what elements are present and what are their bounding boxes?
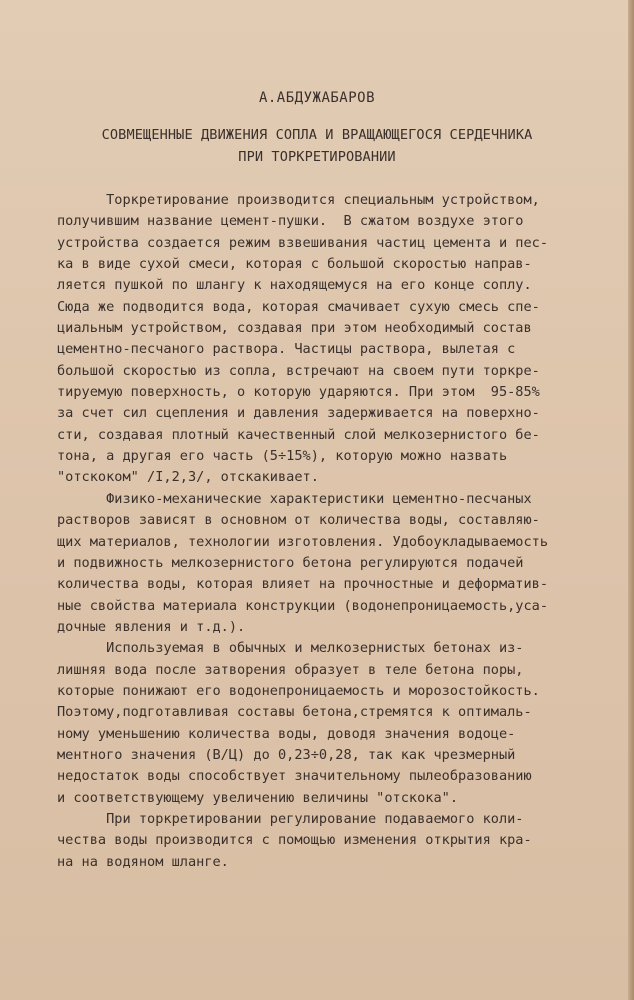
page-edge <box>628 0 634 1000</box>
text-line: чества воды производится с помощью изменения открытия кра- <box>57 832 532 849</box>
text-line: ляется пушкой по шлангу к находящемуся на его конце соплу. <box>57 277 532 294</box>
text-line: "отскоком" /I,2,3/, отскакивает. <box>57 469 319 486</box>
text-line: за счет сил сцепления и давления задерживается на поверхно- <box>57 405 540 422</box>
text-line: устройства создается режим взвешивания частиц цемента и пес- <box>57 234 549 251</box>
text-line: количества воды, которая влияет на прочностные и деформатив- <box>57 576 549 593</box>
text-line: ментного значения (В/Ц) до 0,23÷0,28, так как чрезмерный <box>57 746 516 763</box>
text-line: тируемую поверхность, о которую ударяются. При этом 95-85% <box>57 384 540 401</box>
text-line: лишняя вода после затворения образует в теле бетона поры, <box>57 661 524 678</box>
author-name: А.АБДУЖАБАРОВ <box>258 90 376 106</box>
title-line: ПРИ ТОРКРЕТИРОВАНИИ <box>238 149 396 165</box>
text-line: большой скоростью из сопла, встречают на своем пути торкре- <box>57 362 540 379</box>
text-line: и соответствующему увеличению величины "отскока". <box>57 789 459 806</box>
text-line: ка в виде сухой смеси, которая с большой скоростью направ- <box>57 256 532 273</box>
text-line: Используемая в обычных и мелкозернистых бетонах из- <box>57 640 524 657</box>
text-line: сти, создавая плотный качественный слой мелкозернистого бе- <box>57 426 540 443</box>
text-line: ному уменьшению количества воды, доводя значения водоце- <box>57 725 516 742</box>
text-line: которые понижают его водонепроницаемость и морозостойкость. <box>57 682 540 699</box>
title-line: СОВМЕЩЕННЫЕ ДВИЖЕНИЯ СОПЛА И ВРАЩАЮЩЕГОСЯ СЕРДЕЧНИКА <box>101 127 533 143</box>
text-line: ные свойства материала конструкции (водонепроницаемость,уса- <box>57 597 549 614</box>
text-line: дочные явления и т.д.). <box>57 618 246 635</box>
text-line: Поэтому,подготавливая составы бетона,стремятся к оптималь- <box>57 704 532 721</box>
text-line: цементно-песчаного раствора. Частицы раствора, вылетая с <box>57 341 516 358</box>
text-line: Торкретирование производится специальным устройством, <box>57 192 540 208</box>
text-line: недостаток воды способствует значительному пылеобразованию <box>57 768 532 785</box>
text-line: Физико-механические характеристики цементно-песчаных <box>57 490 532 507</box>
text-line: циальным устройством, создавая при этом необходимый состав <box>57 320 532 337</box>
text-line: Сюда же подводится вода, которая смачивает сухую смесь спе- <box>57 298 540 315</box>
body-text <box>57 190 577 873</box>
text-line: тона, а другая его часть (5÷15%), которую можно назвать <box>57 448 508 465</box>
paper-title <box>20 124 614 168</box>
text-line: щих материалов, технологии изготовления. Удобоукладываемость <box>57 533 549 550</box>
text-line: растворов зависят в основном от количества воды, составляю- <box>57 512 540 529</box>
text-line: и подвижность мелкозернистого бетона регулируются подачей <box>57 554 524 571</box>
text-line: на на водяном шланге. <box>57 853 229 870</box>
text-line: При торкретировании регулирование подаваемого коли- <box>57 810 524 827</box>
text-line: получившим название цемент-пушки. В сжатом воздухе этого <box>57 213 524 230</box>
